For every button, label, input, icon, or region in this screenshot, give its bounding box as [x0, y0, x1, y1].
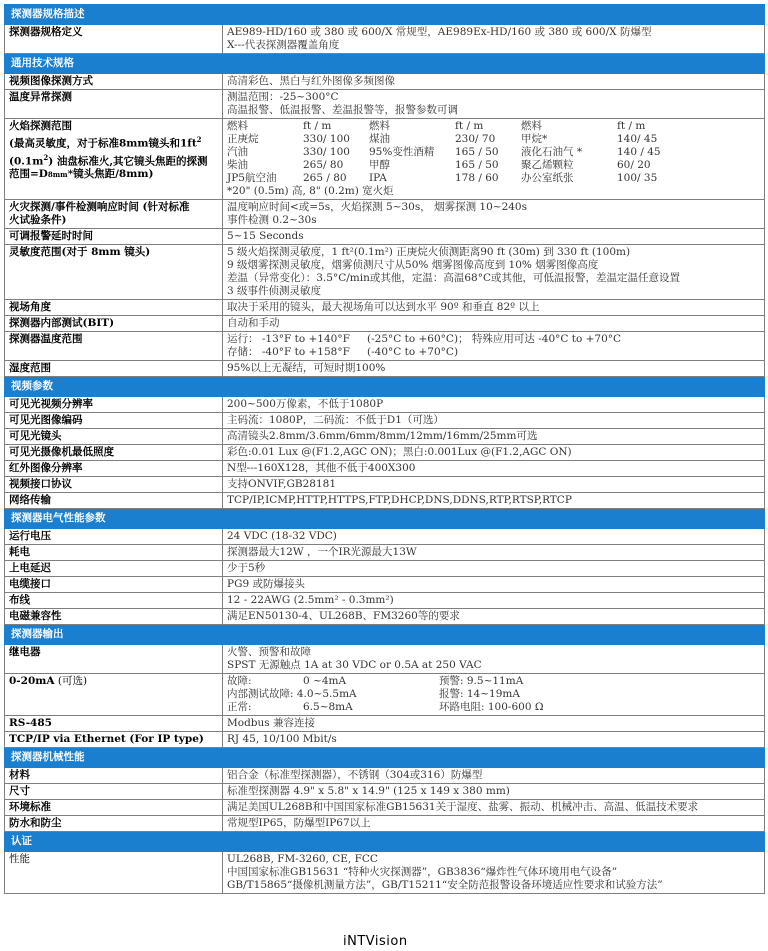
value-line: 5 级火焰探测灵敏度，1 ft²(0.1m²) 正庚烷火侦测距离90 ft (30m) 到 330 ft (100m) [227, 246, 631, 258]
label-line: 火焰探测范围 [9, 120, 72, 132]
row-label: 材料 [5, 768, 223, 784]
row-value: 常规型IP65，防爆型IP67以上 [223, 816, 765, 832]
row-value: 支持ONVIF,GB28181 [223, 477, 765, 493]
row-value: PG9 或防爆接头 [223, 577, 765, 593]
row-value: N型---160X128，其他不低于400X300 [223, 461, 765, 477]
row-value [223, 852, 765, 894]
fuel-grid-cell: ft / m [617, 120, 646, 132]
fuel-grid-cell: JP5航空油 [227, 172, 277, 184]
current-loop-cell: 环路电阻: 100-600 Ω [439, 701, 544, 713]
current-loop-cell: 正常: [227, 701, 252, 713]
table-row [5, 429, 765, 445]
row-label: 网络传输 [5, 493, 223, 509]
table-row [5, 716, 765, 732]
table-row [5, 816, 765, 832]
table-row [5, 332, 765, 361]
fuel-grid-cell: 178 / 60 [455, 172, 499, 184]
value-line: 9 级烟雾探测灵敏度，烟雾侦测尺寸从50% 烟雾图像高度到 10% 烟雾图像高度 [227, 259, 599, 271]
row-label: 可见光镜头 [5, 429, 223, 445]
row-label: 火灾探测/事件检测响应时间 (针对标准 火试验条件) [5, 200, 223, 229]
fuel-grid-cell: 100/ 35 [617, 172, 658, 184]
row-value: 12 - 22AWG (2.5mm² - 0.3mm²) [223, 593, 765, 609]
row-value: Modbus 兼容连接 [223, 716, 765, 732]
row-value [223, 674, 765, 716]
row-label: 视频接口协议 [5, 477, 223, 493]
fuel-grid-cell: 聚乙烯颗粒 [521, 159, 574, 171]
value-line: GB/T15865“摄像机测量方法”，GB/T15211“安全防范报警设备环境适应性要求和试验方法” [227, 879, 663, 891]
table-row [5, 800, 765, 816]
value-line: 高温报警、低温报警、差温报警等，报警参数可调 [227, 104, 458, 116]
section-header-video [5, 377, 765, 397]
row-label: 探测器温度范围 [5, 332, 223, 361]
row-value: 满足美国UL268B和中国国家标准GB15631关于湿度、盐雾、振动、机械冲击、高温、低温技术要求 [223, 800, 765, 816]
row-value [223, 245, 765, 300]
row-label: 电缆接口 [5, 577, 223, 593]
value-line: 差温（异常变化）：3.5°C/min或其他，定温：高温68°C或其他，可低温报警，差温定温任意设置 [227, 272, 680, 284]
table-row [5, 200, 765, 229]
fuel-grid-cell: IPA [369, 172, 387, 184]
value-line: 运行： -13°F to +140°F (-25°C to +60°C)； 特殊应用可达 -40°C to +70°C [227, 333, 622, 345]
fuel-grid-cell: 柴油 [227, 159, 248, 171]
fuel-grid-cell: 265/ 80 [303, 159, 344, 171]
fuel-grid-cell: 60/ 20 [617, 159, 651, 171]
row-label: 湿度范围 [5, 361, 223, 377]
fuel-grid-cell: 煤油 [369, 133, 390, 145]
value-line: 火警、预警和故障 [227, 646, 311, 658]
section-title: 探测器输出 [5, 625, 765, 645]
table-row [5, 245, 765, 300]
row-label: 运行电压 [5, 529, 223, 545]
table-row [5, 609, 765, 625]
row-label: 视频图像探测方式 [5, 74, 223, 90]
row-label: 继电器 [5, 645, 223, 674]
table-row [5, 768, 765, 784]
row-label: RS-485 [5, 716, 223, 732]
table-row [5, 477, 765, 493]
section-header-general [5, 54, 765, 74]
row-value: 彩色:0.01 Lux @(F1.2,AGC ON)；黑白:0.001Lux @(F1.2,AGC ON) [223, 445, 765, 461]
value-line: 事件检测 0.2~30s [227, 214, 317, 226]
fuel-grid-cell: 165 / 50 [455, 159, 499, 171]
row-value: 主码流：1080P，二码流：不低于D1（可选） [223, 413, 765, 429]
table-row [5, 852, 765, 894]
current-loop-cell: 预警: 9.5~11mA [439, 675, 524, 687]
row-label: 灵敏度范围(对于 8mm 镜头) [5, 245, 223, 300]
table-row [5, 645, 765, 674]
section-title: 探测器规格描述 [5, 5, 765, 25]
current-loop-cell: 故障: [227, 675, 252, 687]
row-value: 标准型探测器 4.9" x 5.8" x 14.9" (125 x 149 x 380 mm) [223, 784, 765, 800]
row-label: 可见光摄像机最低照度 [5, 445, 223, 461]
row-label: 红外图像分辨率 [5, 461, 223, 477]
table-row [5, 397, 765, 413]
section-header-spec-desc [5, 5, 765, 25]
row-value: TCP/IP,ICMP,HTTP,HTTPS,FTP,DHCP,DNS,DDNS,RTP,RTSP,RTCP [223, 493, 765, 509]
section-header-cert [5, 832, 765, 852]
current-loop-cell: 内部测试故障: 4.0~5.5mA [227, 688, 357, 700]
section-title: 认证 [5, 832, 765, 852]
row-value [223, 90, 765, 119]
fuel-grid-cell: 正庚烷 [227, 133, 259, 145]
value-line: 中国国家标准GB15631 “特种火灾探测器”，GB3836“爆炸性气体环境用电气设备” [227, 866, 618, 878]
row-label: 温度异常探测 [5, 90, 223, 119]
row-label: 防水和防尘 [5, 816, 223, 832]
fuel-grid-cell: 330/ 100 [303, 133, 350, 145]
row-label: 电磁兼容性 [5, 609, 223, 625]
row-value: 铝合金（标准型探测器），不锈钢（304或316）防爆型 [223, 768, 765, 784]
fuel-grid-cell: 汽油 [227, 146, 248, 158]
fuel-grid-cell: 办公室纸张 [521, 172, 574, 184]
spec-table [4, 4, 765, 894]
row-value: 95%以上无凝结，可短时期100% [223, 361, 765, 377]
row-label: 布线 [5, 593, 223, 609]
table-row-flame [5, 119, 765, 200]
table-row [5, 493, 765, 509]
row-value: 探测器最大12W ，一个IR光源最大13W [223, 545, 765, 561]
fuel-grid-cell: 165 / 50 [455, 146, 499, 158]
flame-range-table [223, 119, 765, 200]
label-line: $(0.1m^2)$ 油盘标准火,其它镜头焦距的探测 [9, 152, 208, 167]
row-value [223, 332, 765, 361]
table-row [5, 300, 765, 316]
table-row [5, 90, 765, 119]
fuel-grid-cell: ft / m [455, 120, 484, 132]
fuel-grid-cell: ft / m [303, 120, 332, 132]
table-row [5, 561, 765, 577]
fuel-grid-cell: 265 / 80 [303, 172, 347, 184]
section-header-output [5, 625, 765, 645]
value-line: AE989-HD/160 或 380 或 600/X 常规型，AE989Ex-HD/160 或 380 或 600/X 防爆型 [227, 26, 652, 38]
table-row [5, 229, 765, 245]
fuel-grid-cell: 燃料 [521, 120, 542, 132]
section-header-electrical [5, 509, 765, 529]
row-value: 自动和手动 [223, 316, 765, 332]
value-line: 3 级事件侦测灵敏度 [227, 285, 322, 297]
table-row [5, 74, 765, 90]
table-row [5, 413, 765, 429]
table-row [5, 784, 765, 800]
fuel-grid-cell: 330/ 100 [303, 146, 350, 158]
table-row [5, 25, 765, 54]
section-title: 通用技术规格 [5, 54, 765, 74]
value-line: X---代表探测器覆盖角度 [227, 39, 340, 51]
row-value [223, 200, 765, 229]
table-row [5, 529, 765, 545]
row-label: 0-20mA (可选) [5, 674, 223, 716]
row-label: TCP/IP via Ethernet (For IP type) [5, 732, 223, 748]
table-row [5, 361, 765, 377]
row-value: 少于5秒 [223, 561, 765, 577]
fuel-grid-cell: 140 / 45 [617, 146, 661, 158]
current-loop-cell: 6.5~8mA [303, 701, 353, 713]
value-line: 存储： -40°F to +158°F (-40°C to +70°C) [227, 346, 459, 358]
value-line: 测温范围：-25~300°C [227, 91, 339, 103]
table-row [5, 445, 765, 461]
fuel-grid [227, 120, 760, 185]
row-label: 可见光图像编码 [5, 413, 223, 429]
fuel-grid-cell: 140/ 45 [617, 133, 658, 145]
current-loop-grid [227, 675, 760, 714]
row-value [223, 25, 765, 54]
row-label: 可见光视频分辨率 [5, 397, 223, 413]
fuel-grid-cell: 燃料 [227, 120, 248, 132]
flame-note: *20" (0.5m) 高, 8" (0.2m) 宽火炬 [227, 185, 394, 197]
table-row [5, 593, 765, 609]
label-line: (最高灵敏度，对于标准8mm镜头和$1ft^2$ [9, 135, 202, 150]
section-title: 视频参数 [5, 377, 765, 397]
section-title: 探测器机械性能 [5, 748, 765, 768]
fuel-grid-cell: 230/ 70 [455, 133, 496, 145]
row-label: 环境标准 [5, 800, 223, 816]
row-label: 探测器内部测试(BIT) [5, 316, 223, 332]
row-label: 性能 [5, 852, 223, 894]
row-value: 5~15 Seconds [223, 229, 765, 245]
value-line: 温度响应时间<或=5s，火焰探测 5~30s， 烟雾探测 10~240s [227, 201, 527, 213]
section-title: 探测器电气性能参数 [5, 509, 765, 529]
table-row [5, 732, 765, 748]
brand-logo: iNTVision [340, 934, 411, 949]
row-label: 探测器规格定义 [5, 25, 223, 54]
row-value: 满足EN50130-4、UL268B、FM3260等的要求 [223, 609, 765, 625]
fuel-grid-cell: 甲醇 [369, 159, 390, 171]
section-header-mechanical [5, 748, 765, 768]
row-label: 可调报警延时时间 [5, 229, 223, 245]
value-line: UL268B, FM-3260, CE, FCC [227, 853, 378, 865]
row-value: RJ 45, 10/100 Mbit/s [223, 732, 765, 748]
table-row [5, 316, 765, 332]
table-row [5, 461, 765, 477]
current-loop-cell: 报警: 14~19mA [439, 688, 520, 700]
row-value: 200~500万像素，不低于1080P [223, 397, 765, 413]
row-label: 耗电 [5, 545, 223, 561]
fuel-grid-cell: 燃料 [369, 120, 390, 132]
fuel-grid-cell: 95%变性酒精 [369, 146, 435, 158]
table-row [5, 577, 765, 593]
current-loop-cell: 0 ~4mA [303, 675, 347, 687]
table-row [5, 674, 765, 716]
row-value: 高清彩色、黑白与红外图像多频图像 [223, 74, 765, 90]
row-value: 24 VDC (18-32 VDC) [223, 529, 765, 545]
row-label: 尺寸 [5, 784, 223, 800]
row-label: 视场角度 [5, 300, 223, 316]
row-label: 上电延迟 [5, 561, 223, 577]
table-row [5, 545, 765, 561]
value-line: SPST 无源触点 1A at 30 VDC or 0.5A at 250 VAC [227, 659, 482, 671]
row-value [223, 645, 765, 674]
row-label [5, 119, 223, 200]
row-value: 高清镜头2.8mm/3.6mm/6mm/8mm/12mm/16mm/25mm可选 [223, 429, 765, 445]
fuel-grid-cell: 甲烷* [521, 133, 548, 145]
fuel-grid-cell: 液化石油气 * [521, 146, 583, 158]
row-value: 取决于采用的镜头，最大视场角可以达到水平 90º 和垂直 82º 以上 [223, 300, 765, 316]
label-line: 范围=D8mm*镜头焦距/8mm) [9, 168, 154, 180]
